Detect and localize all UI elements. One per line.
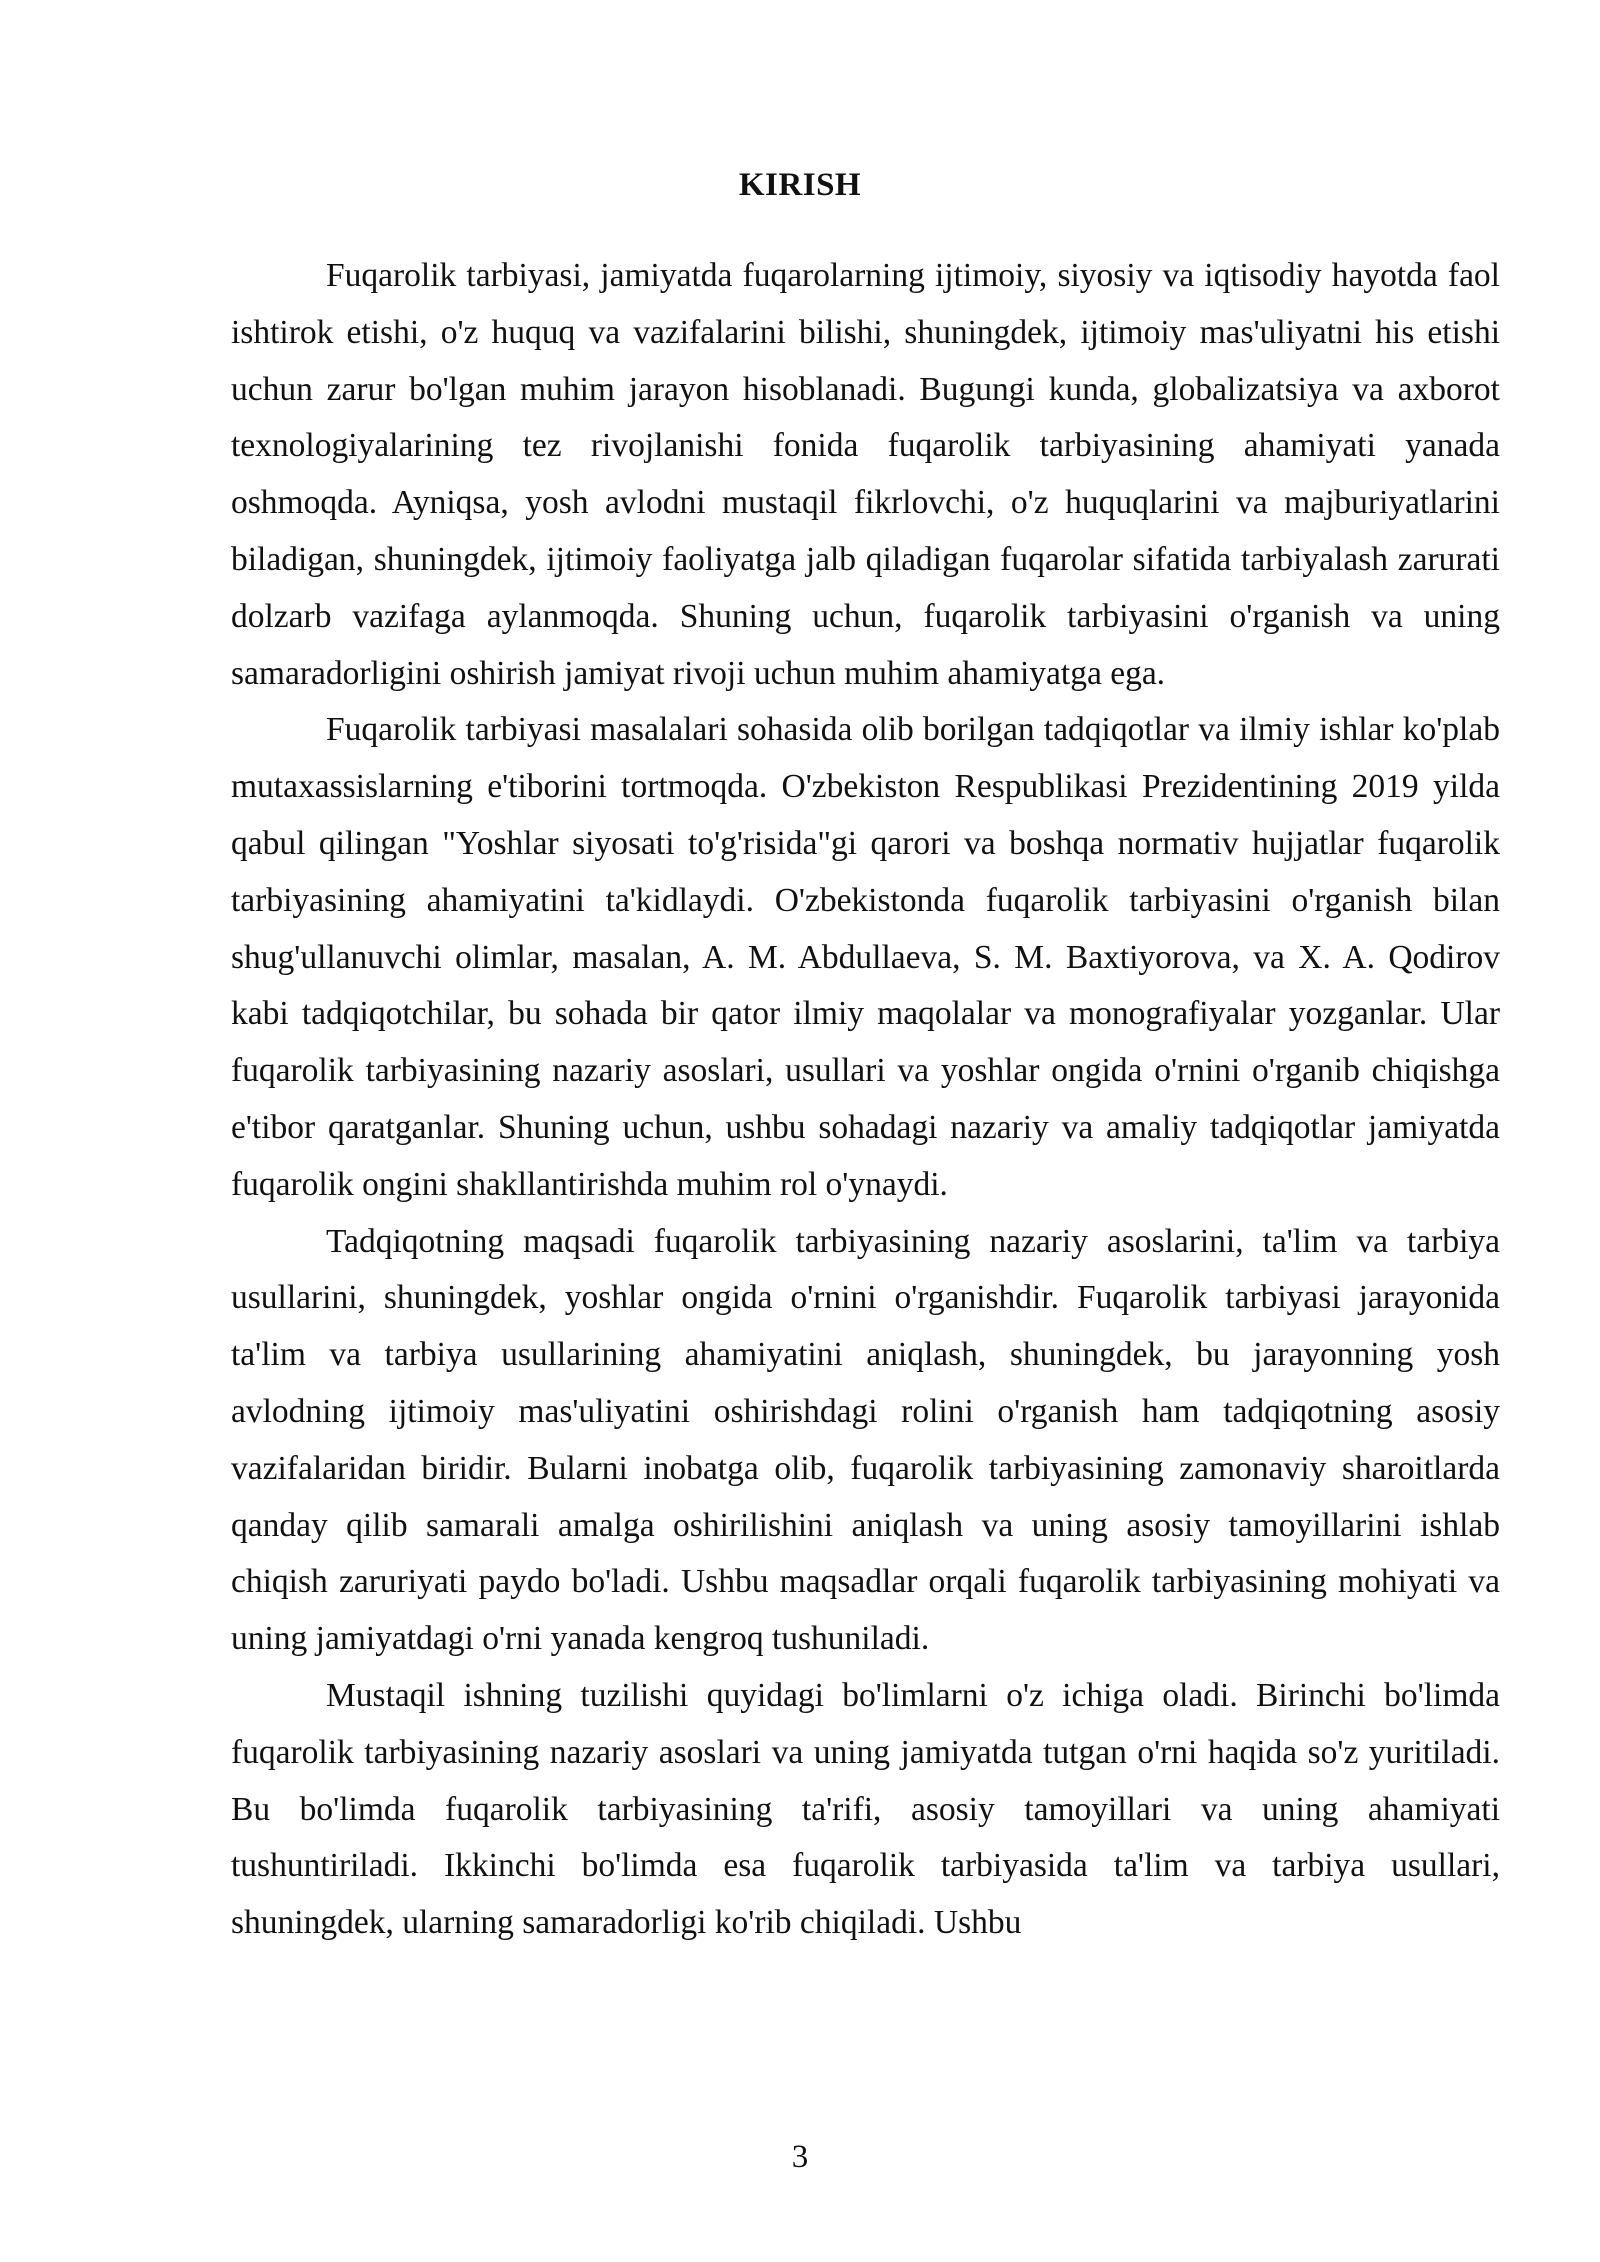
body-text xyxy=(231,248,1500,1952)
page-title: KIRISH xyxy=(738,167,862,203)
paragraph-intro: Fuqarolik tarbiyasi, jamiyatda fuqarolarning ijtimoiy, siyosiy va iqtisodiy hayotda faol ishtirok etishi, o'z huquq va vazifalarini bilishi, shuningdek, ijtimoiy mas'uliyatni his etishi uchun zarur bo'lgan muhim jarayon hisoblanadi. Bugungi kunda, globalizatsiya va axborot texnologiyalarining tez rivojlanishi fonida fuqarolik tarbiyasining ahamiyati yanada oshmoqda. Ayniqsa, yosh avlodni mustaqil fikrlovchi, o'z huquqlarini va majburiyatlarini biladigan, shuningdek, ijtimoiy faoliyatga jalb qiladigan fuqarolar sifatida tarbiyalash zarurati dolzarb vazifaga aylanmoqda. Shuning uchun, fuqarolik tarbiyasini o'rganish va uning samaradorligini oshirish jamiyat rivoji uchun muhim ahamiyatga ega. xyxy=(231,257,1500,692)
paragraph-research-review: Fuqarolik tarbiyasi masalalari sohasida olib borilgan tadqiqotlar va ilmiy ishlar ko'plab mutaxassislarning e'tiborini tortmoqda. O'zbekiston Respublikasi Prezidentining 2019 yilda qabul qilingan "Yoshlar siyosati to'g'risida"gi qarori va boshqa normativ hujjatlar fuqarolik tarbiyasining ahamiyatini ta'kidlaydi. O'zbekistonda fuqarolik tarbiyasini o'rganish bilan shug'ullanuvchi olimlar, masalan, A. M. Abdullaeva, S. M. Baxtiyorova, va X. A. Qodirov kabi tadqiqotchilar, bu sohada bir qator ilmiy maqolalar va monografiyalar yozganlar. Ular fuqarolik tarbiyasining nazariy asoslari, usullari va yoshlar ongida o'rnini o'rganib chiqishga e'tibor qaratganlar. Shuning uchun, ushbu sohadagi nazariy va amaliy tadqiqotlar jamiyatda fuqarolik ongini shakllantirishda muhim rol o'ynaydi. xyxy=(231,711,1500,1203)
page-number: 3 xyxy=(791,2139,809,2175)
paragraph-structure: Mustaqil ishning tuzilishi quyidagi bo'limlarni o'z ichiga oladi. Birinchi bo'limda fuqarolik tarbiyasining nazariy asoslari va uning jamiyatda tutgan o'rni haqida so'z yuritiladi. Bu bo'limda fuqarolik tarbiyasining ta'rifi, asosiy tamoyillari va uning ahamiyati tushuntiriladi. Ikkinchi bo'limda esa fuqarolik tarbiyasida ta'lim va tarbiya usullari, shuningdek, ularning samaradorligi ko'rib chiqiladi. Ushbu xyxy=(231,1676,1500,1942)
paragraph-research-goal: Tadqiqotning maqsadi fuqarolik tarbiyasining nazariy asoslarini, ta'lim va tarbiya usullarini, shuningdek, yoshlar ongida o'rnini o'rganishdir. Fuqarolik tarbiyasi jarayonida ta'lim va tarbiya usullarining ahamiyatini aniqlash, shuningdek, bu jarayonning yosh avlodning ijtimoiy mas'uliyatini oshirishdagi rolini o'rganish ham tadqiqotning asosiy vazifalaridan biridir. Bularni inobatga olib, fuqarolik tarbiyasining zamonaviy sharoitlarda qanday qilib samarali amalga oshirilishini aniqlash va uning asosiy tamoyillarini ishlab chiqish zaruriyati paydo bo'ladi. Ushbu maqsadlar orqali fuqarolik tarbiyasining mohiyati va uning jamiyatdagi o'rni yanada kengroq tushuniladi. xyxy=(231,1222,1500,1658)
